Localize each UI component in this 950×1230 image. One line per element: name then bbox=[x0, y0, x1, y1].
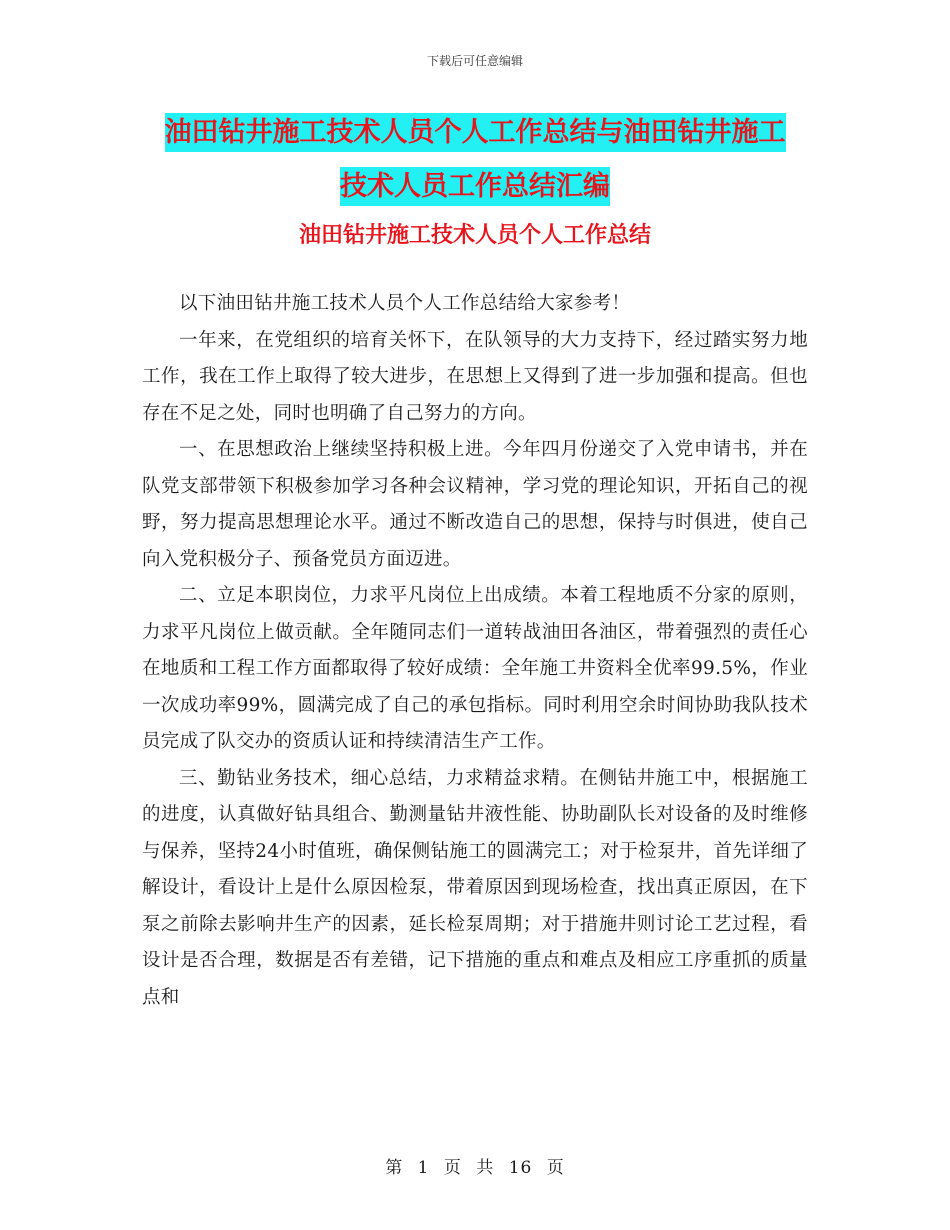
section-title: 油田钻井施工技术人员个人工作总结 bbox=[298, 223, 651, 248]
paragraph-section-3: 三、勤钻业务技术，细心总结，力求精益求精。在侧钻井施工中，根据施工的进度，认真做好钻具组合、勤测量钻井液性能、协助副队长对设备的及时维修与保养，坚持24小时值班，确保侧钻施工的圆满完工；对于检泵井，首先详细了解设计，看设计上是什么原因检泵，带着原因到现场检查，找出真正原因，在下泵之前除去影响井生产的因素，延长检泵周期；对于措施井则讨论工艺过程，看设计是否合理，数据是否有差错，记下措施的重点和难点及相应工序重抓的质量点和 bbox=[142, 767, 808, 1008]
page-suffix: 页 bbox=[546, 1158, 565, 1178]
page-current: 1 bbox=[417, 1158, 430, 1178]
paragraph-section-2: 二、立足本职岗位，力求平凡岗位上出成绩。本着工程地质不分家的原则，力求平凡岗位上做贡献。全年随同志们一道转战油田各油区，带着强烈的责任心在地质和工程工作方面都取得了较好成绩：全年施工井资料全优率99.5%，作业一次成功率99%，圆满完成了自己的承包指标。同时利用空余时间协助我队技术员完成了队交办的资质认证和持续清洁生产工作。 bbox=[142, 585, 808, 752]
page-total-prefix: 共 bbox=[476, 1158, 495, 1178]
main-title-line-1: 油田钻井施工技术人员个人工作总结与油田钻井施工 bbox=[165, 113, 786, 152]
page-number-footer bbox=[0, 1153, 950, 1178]
page-mid: 页 bbox=[443, 1158, 462, 1178]
paragraph-overview: 一年来，在党组织的培育关怀下，在队领导的大力支持下，经过踏实努力地工作，我在工作上取得了较大进步，在思想上又得到了进一步加强和提高。但也存在不足之处，同时也明确了自己努力的方向。 bbox=[142, 329, 808, 424]
paragraph-intro: 以下油田钻井施工技术人员个人工作总结给大家参考！ bbox=[179, 293, 631, 314]
page-total: 16 bbox=[508, 1158, 533, 1178]
document-main-title bbox=[140, 106, 810, 214]
main-title-line-2: 技术人员工作总结汇编 bbox=[340, 167, 610, 206]
page-prefix: 第 bbox=[385, 1158, 404, 1178]
document-body bbox=[142, 286, 808, 1016]
header-note: 下载后可任意编辑 bbox=[426, 54, 523, 68]
paragraph-section-1: 一、在思想政治上继续坚持积极上进。今年四月份递交了入党申请书，并在队党支部带领下积极参加学习各种会议精神，学习党的理论知识，开拓自己的视野，努力提高思想理论水平。通过不断改造自己的思想，保持与时俱进，使自己向入党积极分子、预备党员方面迈进。 bbox=[142, 439, 808, 570]
